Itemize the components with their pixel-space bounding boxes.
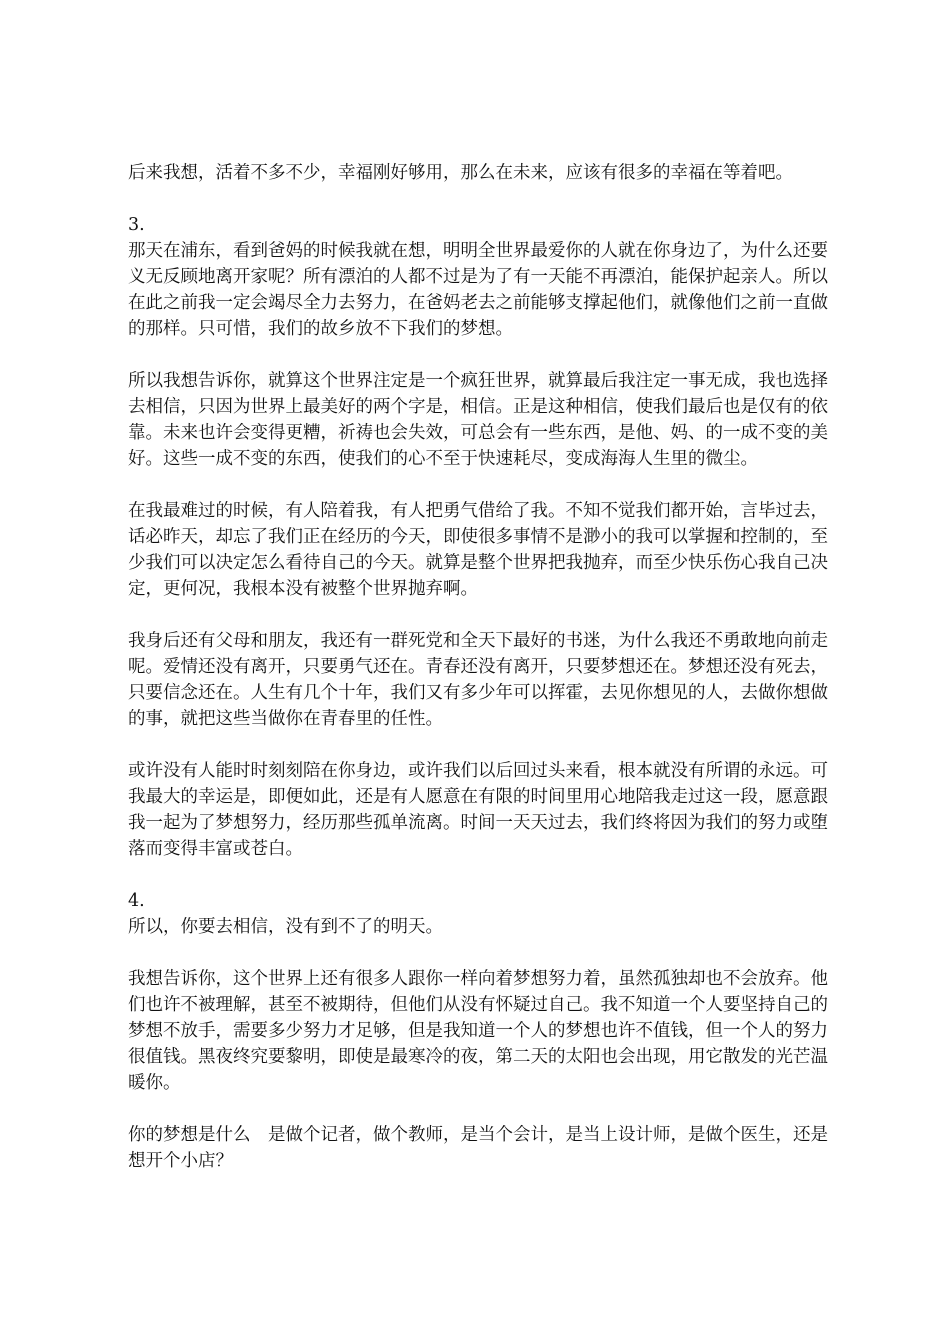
paragraph-believe: 所以我想告诉你，就算这个世界注定是一个疯狂世界，就算最后我注定一事无成，我也选择去相信，只因为世界上最美好的两个字是，相信。正是这种相信，使我们最后也是仅有的依靠。未来也许会变得更糟，祈祷也会失效，可总会有一些东西，是他、妈、的一成不变的美好。这些一成不变的东西，使我们的心不至于快速耗尽，变成海海人生里的微尘。 — [128, 371, 828, 469]
section-number-4: 4. — [128, 891, 145, 911]
paragraph-parents-friends: 我身后还有父母和朋友，我还有一群死党和全天下最好的书迷，为什么我还不勇敢地向前走呢。爱情还没有离开，只要勇气还在。青春还没有离开，只要梦想还在。梦想还没有死去，只要信念还在。人生有几个十年，我们又有多少年可以挥霍，去见你想见的人，去做你想做的事，就把这些当做你在青春里的任性。 — [128, 631, 828, 729]
paragraph-forever: 或许没有人能时时刻刻陪在你身边，或许我们以后回过头来看，根本就没有所谓的永远。可我最大的幸运是，即便如此，还是有人愿意在有限的时间里用心地陪我走过这一段，愿意跟我一起为了梦想努力，经历那些孤单流离。时间一天天过去，我们终将因为我们的努力或堕落而变得丰富或苍白。 — [128, 761, 828, 859]
paragraph-happiness: 后来我想，活着不多不少，幸福刚好够用，那么在未来，应该有很多的幸福在等着吧。 — [128, 163, 793, 183]
paragraph-hardest-time: 在我最难过的时候，有人陪着我，有人把勇气借给了我。不知不觉我们都开始，言毕过去，话必昨天，却忘了我们正在经历的今天，即使很多事情不是渺小的我可以掌握和控制的，至少我们可以决定怎么看待自己的今天。就算是整个世界把我抛弃，而至少快乐伤心我自己决定，更何况，我根本没有被整个世界抛弃啊。 — [128, 501, 828, 599]
document-page — [128, 160, 828, 1174]
paragraph-pudong: 那天在浦东，看到爸妈的时候我就在想，明明全世界最爱你的人就在你身边了，为什么还要义无反顾地离开家呢？所有漂泊的人都不过是为了有一天能不再漂泊，能保护起亲人。所以在此之前我一定会竭尽全力去努力，在爸妈老去之前能够支撑起他们，就像他们之前一直做的那样。只可惜，我们的故乡放不下我们的梦想。 — [128, 241, 828, 339]
paragraph-your-dream: 你的梦想是什么 是做个记者，做个教师，是当个会计，是当上设计师，是做个医生，还是想开个小店？ — [128, 1125, 828, 1171]
paragraph-tomorrow: 所以，你要去相信，没有到不了的明天。 — [128, 917, 443, 937]
paragraph-tell-you: 我想告诉你，这个世界上还有很多人跟你一样向着梦想努力着，虽然孤独却也不会放弃。他们也许不被理解，甚至不被期待，但他们从没有怀疑过自己。我不知道一个人要坚持自己的梦想不放手，需要多少努力才足够，但是我知道一个人的梦想也许不值钱，但一个人的努力很值钱。黑夜终究要黎明，即使是最寒冷的夜，第二天的太阳也会出现，用它散发的光芒温暖你。 — [128, 969, 828, 1093]
section-number-3: 3. — [128, 215, 145, 235]
